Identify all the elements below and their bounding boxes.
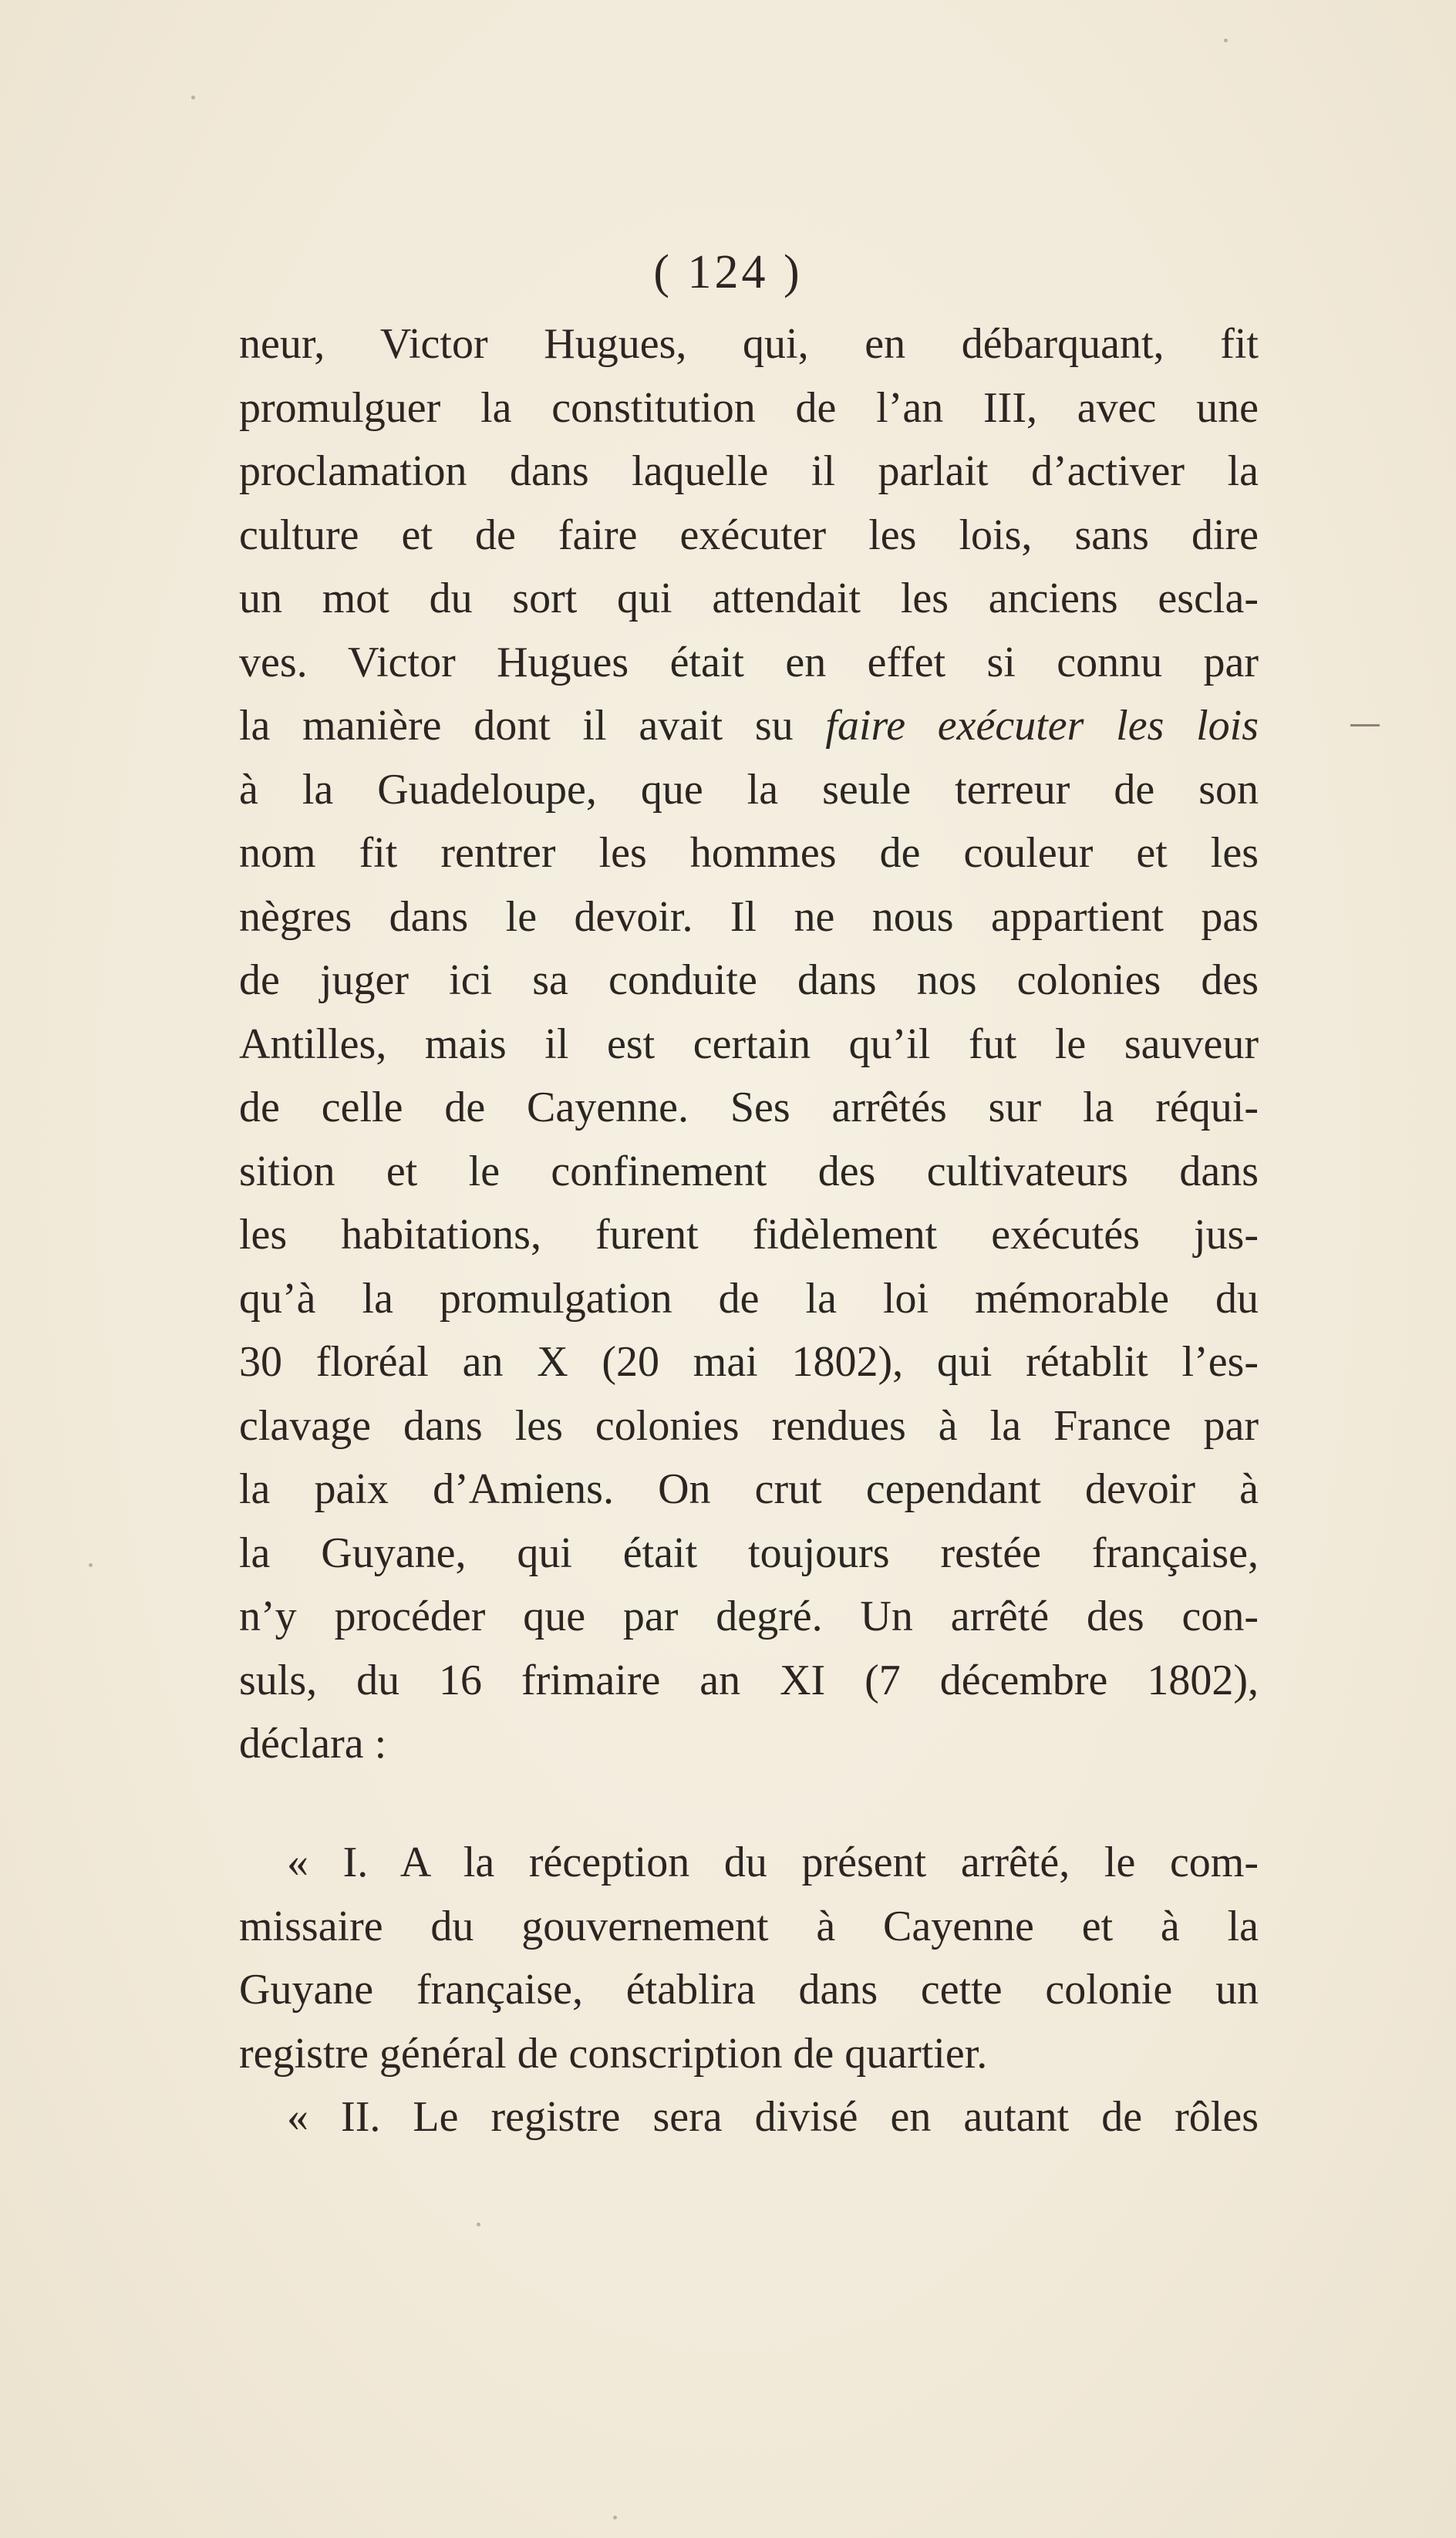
text-line: les habitations, furent fidèlement exécutés jus- (239, 1211, 1259, 1259)
decree-line: missaire du gouvernement à Cayenne et à la (239, 1902, 1259, 1950)
text-line: la Guyane, qui était toujours restée française, (239, 1529, 1259, 1577)
text-line: qu’à la promulgation de la loi mémorable du (239, 1274, 1259, 1323)
text-line: ves. Victor Hugues était en effet si connu par (239, 638, 1259, 686)
paper-speck (89, 1563, 93, 1567)
text-line: 30 floréal an X (20 mai 1802), qui rétablit l’es- (239, 1338, 1259, 1386)
text-line: proclamation dans laquelle il parlait d’activer la (239, 447, 1259, 495)
text-line: nègres dans le devoir. Il ne nous appartient pas (239, 892, 1259, 941)
text-line: Antilles, mais il est certain qu’il fut le sauveur (239, 1020, 1259, 1068)
paper-speck (613, 2516, 617, 2519)
italic-phrase: faire exécuter les lois (825, 702, 1259, 750)
text-line: la paix d’Amiens. On crut cependant devoir à (239, 1465, 1259, 1513)
decree-line: registre général de conscription de quartier. (239, 2029, 988, 2078)
text-line: déclara : (239, 1720, 387, 1768)
text-line: n’y procéder que par degré. Un arrêté des con- (239, 1593, 1259, 1640)
text-line: suls, du 16 frimaire an XI (7 décembre 1802), (239, 1656, 1259, 1704)
paper-speck (191, 96, 195, 99)
text-line-roman: la manière dont il avait su (239, 702, 826, 750)
text-line: clavage dans les colonies rendues à la France par (239, 1401, 1259, 1450)
text-line (239, 694, 1259, 758)
text-line: neur, Victor Hugues, qui, en débarquant, fit (239, 320, 1259, 368)
text-line: culture et de faire exécuter les lois, sans dire (239, 511, 1259, 559)
decree-line: « II. Le registre sera divisé en autant de rôles (287, 2093, 1259, 2141)
text-line: nom fit rentrer les hommes de couleur et les (239, 829, 1259, 877)
text-line: promulguer la constitution de l’an III, avec une (239, 383, 1259, 432)
text-line: à la Guadeloupe, que la seule terreur de son (239, 765, 1259, 814)
page-number: ( 124 ) (653, 246, 803, 298)
decree-line: « I. A la réception du présent arrêté, le com- (287, 1839, 1259, 1886)
paper-speck (1224, 39, 1228, 42)
text-line: sition et le confinement des cultivateurs dans (239, 1147, 1259, 1195)
text-line: un mot du sort qui attendait les anciens escla- (239, 575, 1259, 622)
decree-line: Guyane française, établira dans cette colonie un (239, 1966, 1259, 2014)
text-line: de juger ici sa conduite dans nos colonies des (239, 956, 1259, 1004)
body-paragraph (239, 312, 1259, 1776)
text-line: de celle de Cayenne. Ses arrêtés sur la réqui- (239, 1084, 1259, 1131)
paper-speck (477, 2223, 480, 2226)
margin-mark (1350, 724, 1380, 726)
decree-quotation (239, 1831, 1259, 2149)
